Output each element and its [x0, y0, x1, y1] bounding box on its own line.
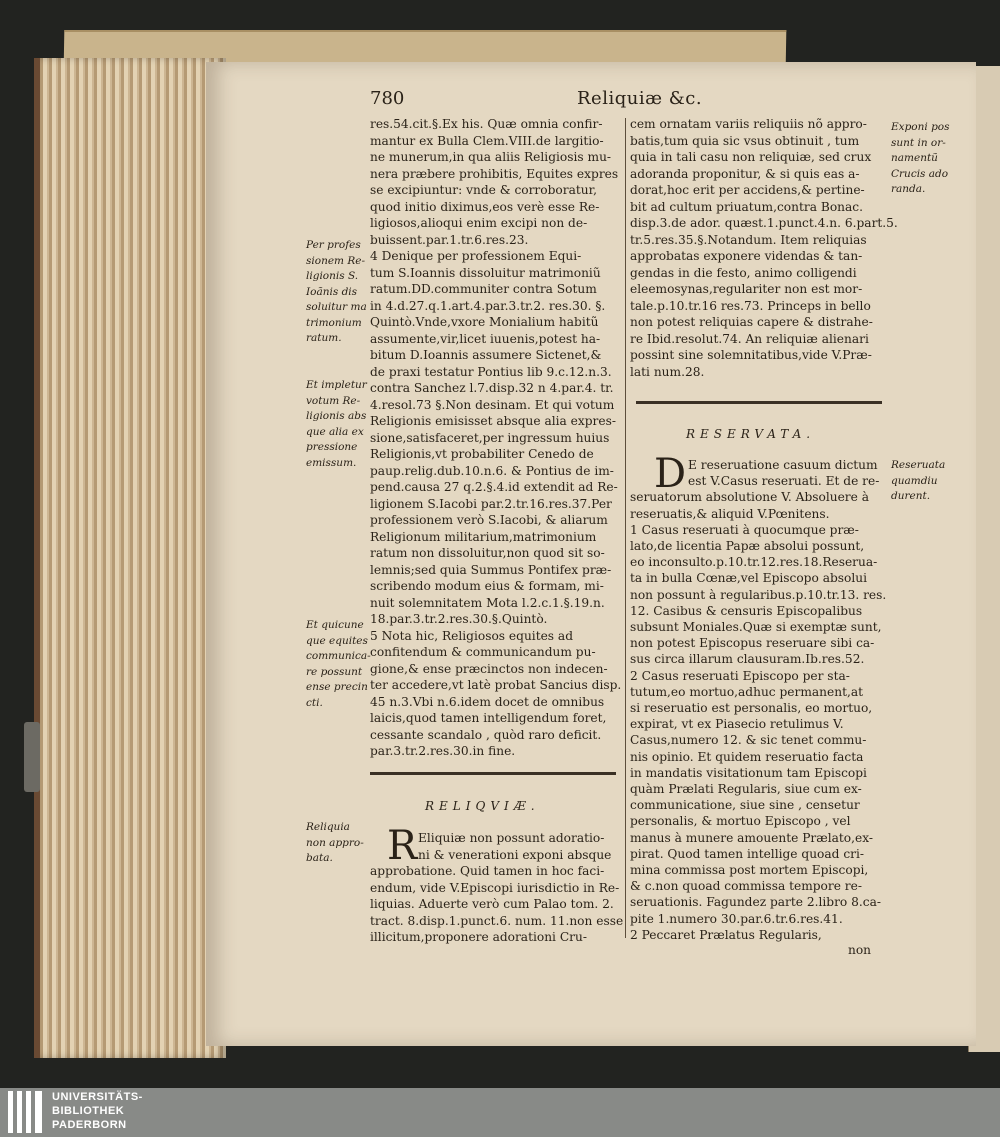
text-line: nera præbere prohibitis, Equites expres — [370, 166, 619, 181]
margin-note-line: Ioãnis dis — [306, 285, 358, 298]
text-line: endum, vide V.Episcopi iurisdictio in Re- — [370, 880, 620, 895]
text-line: approbatione. Quid tamen in hoc faci- — [370, 864, 605, 878]
text-line: de praxi testatur Pontius lib 9.c.12.n.3. — [370, 364, 612, 379]
text-line: non potest reliquias capere & distrahe- — [630, 315, 873, 329]
library-name-line2: BIBLIOTHEK — [52, 1105, 125, 1117]
text-line: re Ibid.resolut.74. An reliquiæ alienari — [630, 331, 869, 346]
text-line: confitendum & communicandum pu- — [370, 645, 596, 659]
text-line: bit ad cultum priuatum,contra Bonac. — [630, 199, 863, 214]
text-line: res.54.cit.§.Ex his. Quæ omnia confir- — [370, 117, 603, 131]
text-line: gione,& ense præcinctos non indecen- — [370, 661, 608, 676]
text-line: in mandatis visitationum tam Episcopi — [630, 765, 867, 780]
text-line: tract. 8.disp.1.punct.6. num. 11.non esse — [370, 913, 624, 928]
text-line: ne munerum,in qua aliis Religiosis mu- — [370, 150, 612, 164]
text-line: 4.resol.73 §.Non desinam. Et qui votum — [370, 397, 615, 412]
text-line: Religionis emisisset absque alia expres- — [370, 414, 616, 428]
text-line: lemnis;sed quia Summus Pontifex præ- — [370, 562, 612, 577]
margin-note-line: que alia ex — [306, 425, 364, 438]
margin-note-line: ratum. — [306, 332, 342, 344]
margin-note-line: namentũ — [891, 152, 938, 164]
margin-note-line: ligionis S. — [306, 270, 359, 282]
margin-note-line: quamdiu — [891, 474, 938, 487]
text-line: 12. Casibus & censuris Episcopalibus — [630, 603, 863, 618]
margin-note-line: sionem Re- — [306, 254, 366, 267]
text-line: seruationis. Fagundez parte 2.libro 8.ca- — [630, 895, 881, 910]
margin-note-line: Et quicune — [306, 619, 364, 631]
margin-note-line: emissum. — [306, 456, 357, 469]
text-line: disp.3.de ador. quæst.1.punct.4.n. 6.part.5. — [630, 216, 898, 230]
text-line: Casus,numero 12. & sic tenet commu- — [630, 733, 867, 748]
text-line: 5 Nota hic, Religiosos equites ad — [370, 628, 573, 643]
text-line: 45 n.3.Vbi n.6.idem docet de omnibus — [370, 694, 605, 709]
text-line: approbatas exponere videndas & tan- — [630, 249, 863, 263]
text-line: ligiosos,alioqui enim excipi non de- — [370, 216, 588, 230]
text-line: Quintò.Vnde,vxore Monialium habitũ — [370, 315, 599, 329]
text-line: E reseruatione casuum dictum — [688, 458, 878, 472]
text-line: mina commissa post mortem Episcopi, — [630, 863, 869, 877]
page-stack-edge — [34, 58, 226, 1058]
text-line: liquias. Aduerte verò cum Palao tom. 2. — [370, 897, 614, 911]
text-line: nuit solemnitatem Mota l.2.c.1.§.19.n. — [370, 595, 605, 610]
text-line: 2 Casus reseruati Episcopo per sta- — [630, 668, 850, 683]
margin-note-line: ense precin — [306, 681, 368, 693]
text-line: communicatione, siue sine , censetur — [630, 798, 860, 813]
text-line: 1 Casus reseruati à quocumque præ- — [630, 522, 859, 537]
text-line: quod initio diximus,eos verè esse Re- — [370, 199, 600, 214]
text-line: quàm Prælati Regularis, siue cum ex- — [630, 782, 862, 796]
text-line: laicis,quod tamen intelligendum foret, — [370, 711, 607, 725]
margin-note-line: Reliquia — [306, 821, 350, 833]
text-line: est V.Casus reseruati. Et de re- — [688, 474, 880, 489]
text-line: bitum D.Ioannis assumere Sictenet,& — [370, 348, 602, 362]
text-line: ratum.DD.communiter contra Sotum — [370, 282, 597, 296]
margin-note-line: Per profes — [306, 239, 361, 251]
text-line: lato,de licentia Papæ absolui possunt, — [630, 539, 865, 553]
section-heading-reservata: RESERVATA. — [686, 427, 816, 441]
margin-note-line: re possunt — [306, 665, 363, 678]
margin-note-line: que equites — [306, 634, 368, 647]
section-rule — [370, 772, 616, 775]
text-line: illicitum,proponere adorationi Cru- — [370, 930, 587, 944]
text-line: non possunt à regularibus.p.10.tr.13. res. — [630, 587, 887, 602]
text-line: & c.non quoad commissa tempore re- — [630, 879, 862, 894]
text-line: ni & venerationi exponi absque — [418, 847, 612, 862]
text-line: batis,tum quia sic vsus obtinuit , tum — [630, 133, 860, 148]
column-divider — [625, 118, 626, 938]
text-line: tum S.Ioannis dissoluitur matrimoniũ — [370, 265, 601, 280]
text-line: buissent.par.1.tr.6.res.23. — [370, 232, 529, 247]
drop-cap: D — [654, 451, 687, 497]
book-clasp — [24, 722, 40, 792]
text-line: sus circa illarum clausuram.Ib.res.52. — [630, 652, 865, 667]
text-line: nis opinio. Et quidem reseruatio facta — [630, 749, 864, 764]
margin-note-line: sunt in or- — [891, 136, 946, 149]
text-line: par.3.tr.2.res.30.in fine. — [370, 744, 516, 758]
text-line: reseruatis,& aliquid V.Pœnitens. — [630, 506, 830, 521]
margin-note-line: pressione — [306, 441, 358, 453]
text-line: pend.causa 27 q.2.§.4.id extendit ad Re- — [370, 480, 618, 494]
text-line: professionem verò S.Iacobi, & aliarum — [370, 513, 608, 527]
library-name-line3: PADERBORN — [52, 1119, 127, 1131]
text-line: possint sine solemnitatibus,vide V.Præ- — [630, 348, 872, 362]
text-line: pite 1.numero 30.par.6.tr.6.res.41. — [630, 911, 843, 926]
text-line: contra Sanchez l.7.disp.32 n 4.par.4. tr. — [370, 381, 614, 395]
text-line: 2 Peccaret Prælatus Regularis, — [630, 927, 822, 942]
text-line: scribendo modum eius & formam, mi- — [370, 579, 604, 593]
text-line: dorat,hoc erit per accidens,& pertine- — [630, 183, 865, 197]
text-line: mantur ex Bulla Clem.VIII.de largitio- — [370, 133, 604, 148]
margin-note-line: cti. — [306, 696, 323, 709]
library-footer-bar — [0, 1088, 1000, 1137]
text-line: assumente,vir,licet iuuenis,potest ha- — [370, 331, 601, 346]
margin-note-line: ligionis abs — [306, 410, 367, 422]
library-logo-icon — [8, 1091, 46, 1133]
margin-note-line: Et impletur — [306, 379, 367, 391]
section-heading-reliquiae: RELIQVIÆ. — [425, 799, 540, 813]
text-line: si reseruatio est personalis, eo mortuo, — [630, 701, 873, 715]
text-line: gendas in die festo, animo colligendi — [630, 265, 857, 280]
text-line: non potest Episcopus reseruare sibi ca- — [630, 636, 875, 651]
text-line: ta in bulla Cœnæ,vel Episcopo absolui — [630, 571, 868, 586]
margin-note-line: Crucis ado — [891, 167, 949, 180]
text-line: eleemosynas,regulariter non est mor- — [630, 282, 863, 296]
catchword: non — [848, 943, 872, 957]
text-line: expirat, vt ex Piasecio retulimus V. — [630, 717, 844, 732]
page-number: 780 — [370, 88, 405, 109]
text-line: tr.5.res.35.§.Notandum. Item reliquias — [630, 232, 867, 247]
section-rule — [636, 401, 882, 404]
text-line: manus à munere amouente Prælato,ex- — [630, 830, 873, 845]
text-line: tutum,eo mortuo,adhuc permanent,at — [630, 684, 864, 699]
text-line: tale.p.10.tr.16 res.73. Princeps in bello — [630, 298, 871, 313]
text-line: seruatorum absolutione V. Absoluere à — [630, 490, 869, 505]
text-line: personalis, & mortuo Episcopo , vel — [630, 814, 851, 829]
text-line: quia in tali casu non reliquiæ, sed crux — [630, 150, 872, 164]
text-line: 18.par.3.tr.2.res.30.§.Quintò. — [370, 612, 548, 626]
text-line: subsunt Moniales.Quæ si exemptæ sunt, — [630, 620, 882, 634]
drop-cap: R — [387, 823, 418, 869]
text-line: ligionem S.Iacobi par.2.tr.16.res.37.Per — [370, 496, 612, 511]
library-name-line1: UNIVERSITÄTS- — [52, 1091, 143, 1103]
text-line: ter accedere,vt latè probat Sancius disp. — [370, 678, 622, 692]
text-line: adoranda proponitur, & si quis eas a- — [630, 166, 860, 181]
text-line: Eliquiæ non possunt adoratio- — [418, 831, 605, 845]
text-line: Religionis,vt probabiliter Cenedo de — [370, 447, 594, 461]
text-line: ratum non dissoluitur,non quod sit so- — [370, 546, 605, 560]
text-line: se excipiuntur: vnde & corroboratur, — [370, 183, 597, 197]
text-line: cem ornatam variis reliquiis nõ appro- — [630, 117, 867, 131]
text-line: 4 Denique per professionem Equi- — [370, 249, 582, 263]
text-line: sione,satisfaceret,per ingressum huius — [370, 430, 610, 445]
margin-note-line: votum Re- — [306, 394, 361, 407]
margin-note-line: non appro- — [306, 836, 364, 849]
text-line: paup.relig.dub.10.n.6. & Pontius de im- — [370, 463, 614, 478]
margin-note-line: durent. — [891, 490, 931, 502]
text-line: pirat. Quod tamen intellige quoad cri- — [630, 846, 864, 861]
text-line: in 4.d.27.q.1.art.4.par.3.tr.2. res.30. §. — [370, 298, 606, 313]
margin-note-line: Reseruata — [891, 459, 946, 471]
margin-note-line: bata. — [306, 852, 333, 864]
running-title: Reliquiæ &c. — [577, 88, 703, 109]
text-line: Religionum militarium,matrimonium — [370, 529, 597, 544]
margin-note-line: Exponi pos — [891, 121, 950, 133]
text-line: cessante scandalo , quòd raro deficit. — [370, 727, 602, 742]
margin-note-line: communica- — [306, 650, 371, 662]
margin-note-line: randa. — [891, 183, 926, 195]
text-line: lati num.28. — [630, 364, 705, 379]
text-line: eo inconsulto.p.10.tr.12.res.18.Reserua- — [630, 555, 878, 570]
margin-note-line: soluitur ma — [306, 301, 367, 313]
margin-note-line: trimonium — [306, 316, 362, 329]
